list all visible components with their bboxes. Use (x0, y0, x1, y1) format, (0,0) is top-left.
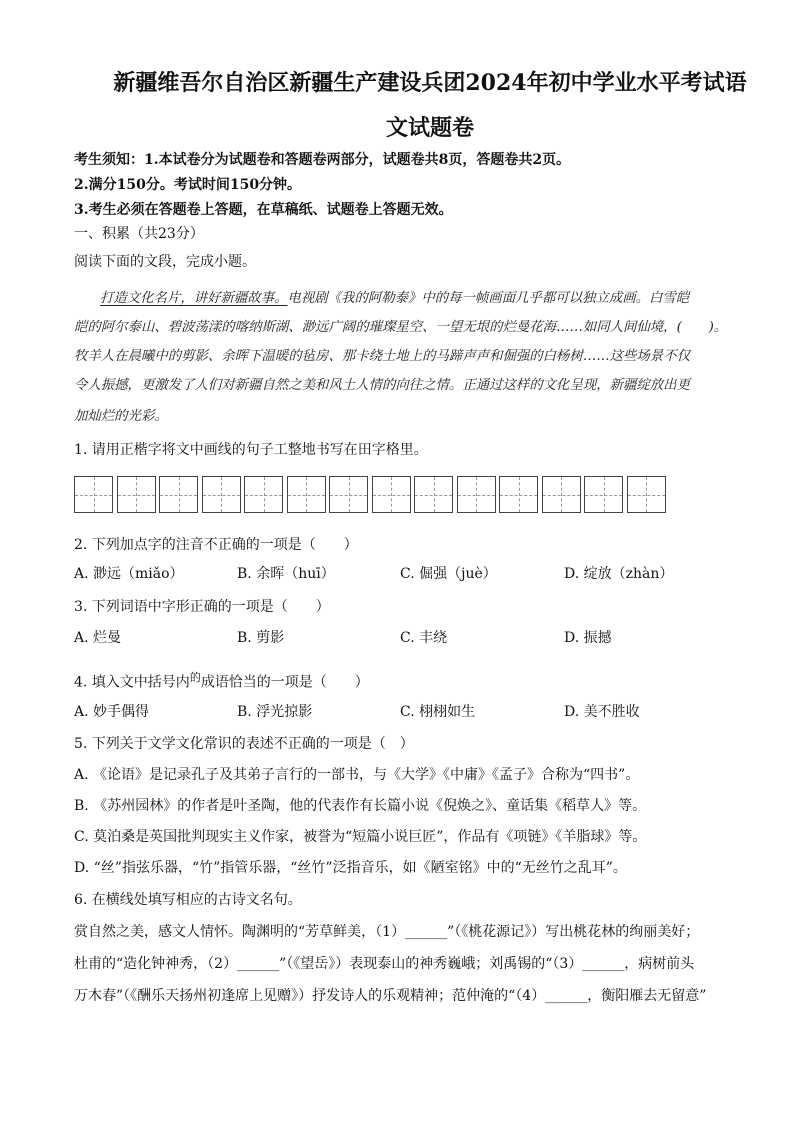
q2-option-c[interactable]: C. 倔强（juè） (400, 566, 497, 582)
passage-line-5: 加灿烂的光彩。 (74, 409, 168, 424)
passage-line-3: 牧羊人在晨曦中的剪影、余晖下温暖的毡房、那卡绕土地上的马蹄声声和倔强的白杨树……这些场景不仅 (74, 349, 690, 364)
q2-stem: 2. 下列加点字的注音不正确的一项是（ ） (74, 537, 358, 553)
q3-option-c[interactable]: C. 丰绕 (400, 630, 448, 646)
q2-option-b[interactable]: B. 余晖（huī） (237, 566, 335, 582)
passage-line-2: 皑的阿尔泰山、碧波荡漾的喀纳斯湖、渺远广阔的璀璨星空、一望无垠的烂曼花海……如同人间仙境，( )。 (74, 320, 728, 335)
page-title-line2: 文试题卷 (385, 115, 474, 141)
q6-line-3: 万木春”（《酬乐天扬州初逢席上见赠》）抒发诗人的乐观精神；范仲淹的“（4）______，衡阳雁去无留意” (74, 988, 707, 1004)
grid-cell[interactable] (499, 476, 538, 513)
grid-cell[interactable] (244, 476, 283, 513)
passage-line-1 (100, 287, 689, 306)
q4-stem (74, 668, 369, 693)
notice-3: 3.考生必须在答题卷上答题，在草稿纸、试题卷上答题无效。 (74, 202, 453, 218)
q4-option-a[interactable]: A. 妙手偶得 (74, 704, 150, 720)
grid-cell[interactable] (372, 476, 411, 513)
section-intro: 阅读下面的文段，完成小题。 (74, 254, 256, 270)
q5-option-b[interactable]: B. 《苏州园林》的作者是叶圣陶，他的代表作有长篇小说《倪焕之》、童话集《稻草人》等。 (74, 798, 647, 814)
q4-stem-part1: 4. 填入文中括号内 (74, 674, 190, 691)
q4-stem-part2: 成语恰当的一项是（ ） (200, 674, 369, 691)
grid-cell[interactable] (329, 476, 368, 513)
q5-option-d[interactable]: D. “丝”指弦乐器，“竹”指管乐器，“丝竹”泛指音乐，如《陋室铭》中的“无丝竹之乱耳”。 (74, 860, 627, 876)
grid-cell[interactable] (117, 476, 156, 513)
notice-2: 2.满分150分。考试时间150分钟。 (74, 177, 302, 193)
grid-cell[interactable] (74, 476, 113, 513)
grid-cell[interactable] (457, 476, 496, 513)
passage-line-1-rest: 电视剧《我的阿勒泰》中的每一帧画面几乎都可以独立成画。白雪皑 (287, 291, 690, 306)
grid-cell[interactable] (584, 476, 623, 513)
q3-option-b[interactable]: B. 剪影 (237, 630, 285, 646)
page-title-line1: 新疆维吾尔自治区新疆生产建设兵团2024年初中学业水平考试语 (113, 70, 747, 96)
q4-option-b[interactable]: B. 浮光掠影 (237, 704, 313, 720)
grid-cell[interactable] (542, 476, 581, 513)
section-heading: 一、积累（共23分） (74, 226, 204, 242)
grid-cell[interactable] (287, 476, 326, 513)
passage-line-4: 令人振撼，更激发了人们对新疆自然之美和风土人情的向往之情。正通过这样的文化呈现，新疆绽放出更 (74, 378, 690, 393)
q4-option-d[interactable]: D. 美不胜收 (564, 704, 640, 720)
q2-option-d[interactable]: D. 绽放（zhàn） (564, 566, 674, 582)
q1-stem: 1. 请用正楷字将文中画线的句子工整地书写在田字格里。 (74, 442, 428, 458)
q4-stem-sup: 的 (189, 671, 201, 684)
q3-stem: 3. 下列词语中字形正确的一项是（ ） (74, 599, 330, 615)
q3-option-a[interactable]: A. 烂曼 (74, 630, 122, 646)
grid-cell[interactable] (202, 476, 241, 513)
grid-cell[interactable] (627, 476, 666, 513)
q6-stem: 6. 在横线处填写相应的古诗文名句。 (74, 892, 302, 908)
grid-cell[interactable] (159, 476, 198, 513)
q5-option-a[interactable]: A. 《论语》是记录孔子及其弟子言行的一部书，与《大学》《中庸》《孟子》合称为“四书”。 (74, 767, 640, 783)
q3-option-d[interactable]: D. 振撼 (564, 630, 612, 646)
q2-option-a[interactable]: A. 渺远（miǎo） (74, 566, 184, 582)
q5-stem: 5. 下列关于文学文化常识的表述不正确的一项是（ ） (74, 736, 414, 752)
q4-option-c[interactable]: C. 栩栩如生 (400, 704, 476, 720)
notice-1: 考生须知：1.本试卷分为试题卷和答题卷两部分，试题卷共8页，答题卷共2页。 (74, 152, 571, 168)
passage-underlined-sentence: 打造文化名片，讲好新疆故事。 (100, 291, 288, 306)
q6-line-2: 杜甫的“造化钟神秀，（2）______”（《望岳》）表现泰山的神秀巍峨；刘禹锡的“（3）______，病树前头 (74, 956, 695, 972)
grid-cell[interactable] (414, 476, 453, 513)
q6-line-1: 赏自然之美，感文人情怀。陶渊明的“芳草鲜美，（1）______”（《桃花源记》）写出桃花林的绚丽美好； (74, 924, 700, 940)
writing-grid (74, 476, 669, 513)
q5-option-c[interactable]: C. 莫泊桑是英国批判现实主义作家，被誉为“短篇小说巨匠”，作品有《项链》《羊脂球》等。 (74, 829, 647, 845)
